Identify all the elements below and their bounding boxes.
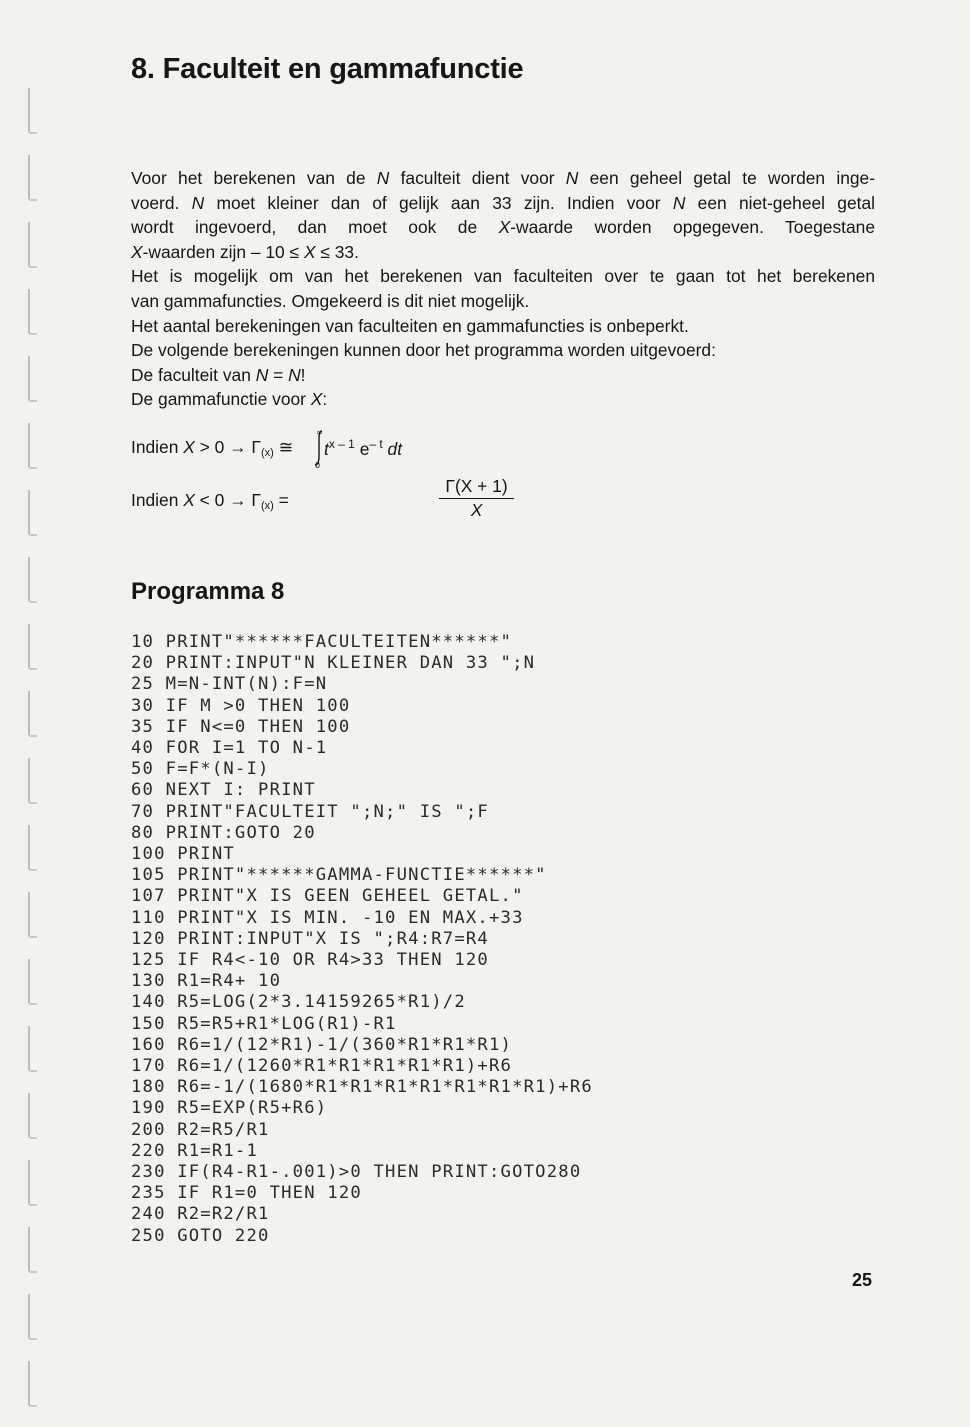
code-line: 70 PRINT"FACULTEIT ";N;" IS ";F bbox=[131, 801, 489, 822]
binding-hole bbox=[28, 1160, 37, 1206]
variable-x: X bbox=[498, 217, 511, 238]
text-run: Indien bbox=[131, 490, 184, 510]
variable-x: X bbox=[310, 389, 323, 410]
intro-line bbox=[131, 240, 875, 265]
text-run: De gammafunctie voor bbox=[131, 389, 311, 410]
code-line: 50 F=F*(N-I) bbox=[131, 759, 270, 780]
binding-hole bbox=[28, 825, 37, 871]
code-line: 105 PRINT"******GAMMA-FUNCTIE******" bbox=[131, 865, 547, 886]
code-line: 25 M=N-INT(N):F=N bbox=[131, 674, 328, 695]
code-line: 10 PRINT"******FACULTEITEN******" bbox=[131, 632, 513, 652]
text-run: = bbox=[273, 490, 289, 510]
subscript: (x) bbox=[260, 447, 274, 459]
code-line: 240 R2=R2/R1 bbox=[131, 1204, 270, 1225]
text-run: Indien bbox=[131, 437, 184, 457]
text-run: e bbox=[354, 439, 370, 459]
intro-line bbox=[131, 191, 875, 216]
binding-hole bbox=[28, 88, 37, 134]
code-line: 140 R5=LOG(2*3.14159265*R1)/2 bbox=[131, 992, 466, 1013]
code-line: 170 R6=1/(1260*R1*R1*R1*R1*R1)+R6 bbox=[131, 1056, 513, 1077]
intro-line bbox=[131, 387, 875, 412]
code-line: 150 R5=R5+R1*LOG(R1)-R1 bbox=[131, 1013, 397, 1034]
basic-listing bbox=[131, 632, 593, 1247]
variable-t: t bbox=[324, 439, 329, 459]
text-run: moet kleiner dan of gelijk aan 33 zijn. Indien voor bbox=[204, 192, 673, 213]
binding-hole bbox=[28, 892, 37, 938]
variable-x: X bbox=[303, 241, 316, 262]
code-line: 30 IF M >0 THEN 100 bbox=[131, 695, 351, 716]
code-line: 220 R1=R1-1 bbox=[131, 1140, 259, 1161]
intro-line: Het aantal berekeningen van faculteiten en gammafuncties is onbeperkt. bbox=[131, 315, 689, 336]
variable-n: N bbox=[288, 364, 301, 385]
text-run: wordt ingevoerd, dan moet ook de bbox=[131, 217, 499, 238]
upper-limit: ∞ bbox=[316, 428, 323, 437]
text-run: De faculteit van bbox=[131, 364, 256, 385]
text-run: een niet-geheel getal bbox=[685, 192, 876, 213]
variable-x: X bbox=[183, 490, 195, 510]
text-run: ≤ 33. bbox=[315, 241, 359, 262]
variable-n: N bbox=[672, 192, 686, 213]
text-run: = bbox=[268, 364, 289, 385]
variable-x: X bbox=[183, 437, 195, 457]
variable-n: N bbox=[191, 192, 205, 213]
code-line: 160 R6=1/(12*R1)-1/(360*R1*R1*R1) bbox=[131, 1034, 513, 1055]
binding-hole bbox=[28, 959, 37, 1005]
code-line: 80 PRINT:GOTO 20 bbox=[131, 822, 316, 843]
binding-hole bbox=[28, 490, 37, 536]
superscript: – t bbox=[369, 437, 383, 451]
binding-hole bbox=[28, 1093, 37, 1139]
code-line: 130 R1=R4+ 10 bbox=[131, 971, 282, 992]
gamma-symbol: Γ bbox=[251, 437, 261, 457]
code-line: 235 IF R1=0 THEN 120 bbox=[131, 1183, 362, 1204]
code-line: 200 R2=R5/R1 bbox=[131, 1119, 270, 1140]
binding-hole bbox=[28, 1026, 37, 1072]
binding-hole bbox=[28, 1227, 37, 1273]
code-line: 40 FOR I=1 TO N-1 bbox=[131, 738, 328, 759]
text-run: -waarden zijn – 10 ≤ bbox=[142, 241, 304, 262]
text-run: < 0 → bbox=[194, 490, 252, 510]
text-run: een geheel getal te worden inge- bbox=[578, 168, 875, 188]
code-line: 190 R5=EXP(R5+R6) bbox=[131, 1098, 328, 1119]
binding-hole bbox=[28, 758, 37, 804]
intro-line bbox=[131, 166, 875, 191]
ring-binding bbox=[22, 0, 44, 1427]
fraction bbox=[439, 476, 514, 521]
code-line: 120 PRINT:INPUT"X IS ";R4:R7=R4 bbox=[131, 928, 489, 949]
binding-hole bbox=[28, 1361, 37, 1407]
code-line: 110 PRINT"X IS MIN. -10 EN MAX.+33 bbox=[131, 907, 524, 928]
code-line: 100 PRINT bbox=[131, 844, 235, 865]
text-run: > 0 → bbox=[194, 437, 252, 457]
code-line: 125 IF R4<-10 OR R4>33 THEN 120 bbox=[131, 950, 489, 971]
fraction-numerator: Γ(X + 1) bbox=[439, 476, 514, 499]
lower-limit: 0 bbox=[315, 461, 321, 468]
binding-hole bbox=[28, 557, 37, 603]
code-line: 250 GOTO 220 bbox=[131, 1225, 270, 1246]
chapter-title: 8. Faculteit en gammafunctie bbox=[131, 53, 524, 85]
intro-line bbox=[131, 363, 875, 388]
binding-hole bbox=[28, 1294, 37, 1340]
variable-n: N bbox=[376, 168, 390, 188]
code-line: 35 IF N<=0 THEN 100 bbox=[131, 716, 351, 737]
formula-lhs bbox=[131, 437, 293, 459]
text-run: ≅ bbox=[273, 437, 294, 457]
code-line: 107 PRINT"X IS GEEN GEHEEL GETAL." bbox=[131, 886, 524, 907]
variable-x: X bbox=[131, 241, 143, 262]
binding-hole bbox=[28, 222, 37, 268]
intro-text bbox=[131, 166, 875, 412]
intro-line: Het is mogelijk om van het berekenen van faculteiten over te gaan tot het berekenen bbox=[131, 266, 875, 287]
binding-hole bbox=[28, 289, 37, 335]
text-run: -waarde worden opgegeven. Toegestane bbox=[510, 217, 875, 238]
intro-line bbox=[131, 215, 875, 240]
variable-n: N bbox=[565, 168, 579, 188]
text-run: voerd. bbox=[131, 192, 192, 213]
binding-hole bbox=[28, 691, 37, 737]
text-run: ! bbox=[300, 364, 306, 385]
formula-lhs bbox=[131, 490, 289, 512]
subscript: (x) bbox=[260, 500, 274, 512]
text-run: Voor het berekenen van de bbox=[131, 168, 377, 188]
code-line: 60 NEXT I: PRINT bbox=[131, 780, 316, 801]
binding-hole bbox=[28, 155, 37, 201]
intro-line: De volgende berekeningen kunnen door het programma worden uitgevoerd: bbox=[131, 340, 716, 361]
gamma-symbol: Γ bbox=[251, 490, 261, 510]
page-number: 25 bbox=[852, 1270, 873, 1290]
differential-dt: dt bbox=[382, 439, 403, 459]
superscript: x – 1 bbox=[328, 437, 355, 451]
binding-hole bbox=[28, 423, 37, 469]
code-line: 20 PRINT:INPUT"N KLEINER DAN 33 ";N bbox=[131, 653, 536, 674]
formula-integrand bbox=[324, 437, 402, 460]
binding-hole bbox=[28, 356, 37, 402]
code-line: 180 R6=-1/(1680*R1*R1*R1*R1*R1*R1*R1)+R6 bbox=[131, 1077, 593, 1098]
text-run: faculteit dient voor bbox=[389, 168, 566, 188]
variable-n: N bbox=[255, 364, 269, 385]
code-line: 230 IF(R4-R1-.001)>0 THEN PRINT:GOTO280 bbox=[131, 1162, 582, 1183]
fraction-denominator: X bbox=[470, 500, 483, 520]
text-run: : bbox=[322, 389, 328, 410]
binding-hole bbox=[28, 624, 37, 670]
program-title: Programma 8 bbox=[131, 578, 285, 605]
intro-line: van gammafuncties. Omgekeerd is dit niet mogelijk. bbox=[131, 290, 530, 311]
